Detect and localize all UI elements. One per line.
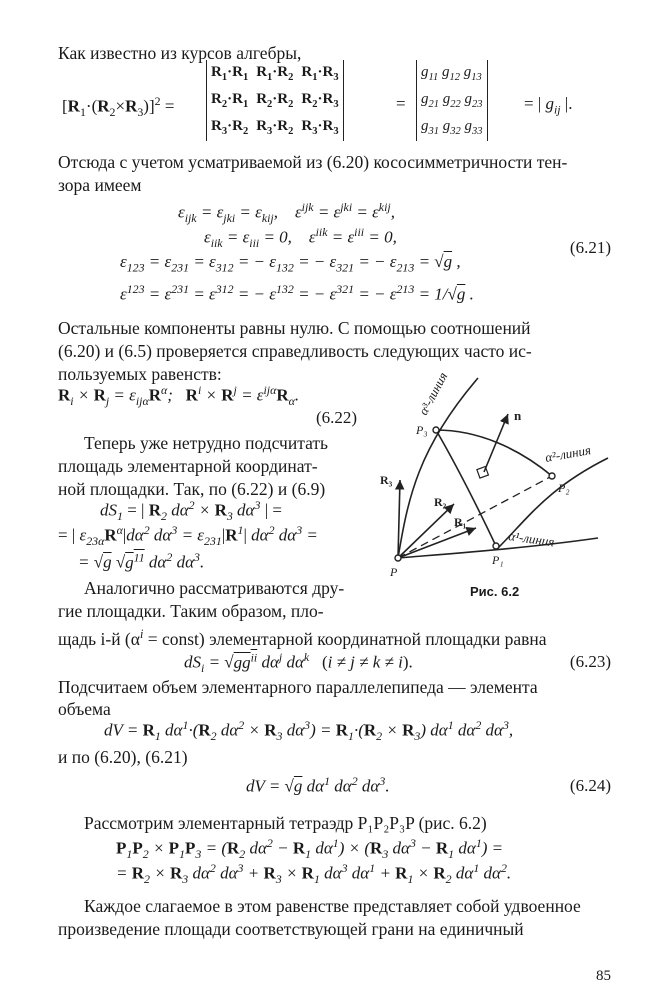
paragraph-similar-3: щадь i-й ($\alpha^i$ = const) элементарной координатной площадки равна	[58, 627, 547, 649]
paragraph-volume-2: объема	[58, 699, 111, 719]
paragraph-now-3: ной площадки. Так, по (6.22) и (6.9)	[58, 479, 326, 499]
paragraph-hence-2: зора имеем	[58, 175, 142, 195]
equation-number-6-24: (6.24)	[569, 776, 611, 795]
equation-dv: dV = $R_1$ $d\alpha^1\cdot(R_2$ $d\alpha^2 \times R_3$ $d\alpha^3) = R_1\cdot(R_2 \times R_3)$ $d\alpha^1$ $d\alpha^2$ $d\alpha^3$,	[104, 718, 514, 744]
equation-ds1-line3: = √g $√g^{11}$ $d\alpha^2$ $d\alpha^3$.	[78, 550, 205, 572]
paragraph-each-term-1: Каждое слагаемое в этом равенстве представляет собой удвоенное	[84, 896, 581, 916]
paragraph-remaining-line1: Остальные компоненты равны нулю. С помощью соотношений	[58, 318, 531, 338]
equals-sign: =	[396, 94, 406, 113]
point-p2	[549, 473, 555, 479]
equation-ds1-line1: $dS_1$ = | $R_2$ $d\alpha^2 \times R_3$ $d\alpha^3$ | =	[100, 498, 282, 524]
equation-6-21-line2: $\varepsilon_{iik} = \varepsilon_{iii} = 0$, $\varepsilon^{iik} = \varepsilon^{iii} = 0$,	[204, 225, 397, 251]
label-r2: R₂	[434, 495, 447, 509]
label-p2: P₂	[558, 481, 570, 495]
edge-p3-p2	[436, 430, 552, 476]
normal-base-square	[477, 467, 489, 479]
determinant-g: $g_{11}$ $g_{12}$ $g_{13}$ $g_{21}$ $g_{22}$ $g_{23}$ $g_{31}$ $g_{32}$ $g_{33}$	[416, 60, 488, 141]
equation-number-6-23: (6.23)	[569, 652, 611, 671]
equation-6-23: $dS_i = √gg^{ii}$ $d\alpha^j$ $d\alpha^k$ (i ≠ j ≠ k ≠ i).	[184, 650, 413, 676]
point-p1	[493, 543, 499, 549]
label-alpha2-line: α²-линия	[543, 442, 593, 465]
page-number: 85	[596, 968, 611, 984]
paragraph-remaining-line2: (6.20) и (6.5) проверяется справедливость следующих часто ис-	[58, 341, 532, 361]
label-alpha3-line: α³-линия	[415, 369, 451, 418]
label-alpha1-line: α¹-линия	[507, 528, 556, 550]
paragraph-intro: Как известно из курсов алгебры,	[58, 43, 302, 63]
paragraph-similar-1: Аналогично рассматриваются дру-	[84, 578, 345, 598]
paragraph-tetrahedron: Рассмотрим элементарный тетраэдр P₁P₂P₃P (рис. 6.2)	[84, 813, 487, 833]
label-r3: R₃	[380, 473, 393, 487]
paragraph-volume-1: Подсчитаем объем элементарного параллелепипеда — элемента	[58, 677, 538, 697]
label-p: P	[390, 565, 398, 579]
label-r1: R₁	[454, 515, 467, 529]
determinant-r: $R_1\cdot R_1$ $R_1\cdot R_2$ $R_1\cdot R_3$ $R_2\cdot R_1$ $R_2\cdot R_2$ $R_2\cdot R_3$ $R_3\cdot R_2$ $R_3\cdot R_2$ $R_3\cdot R_3$	[206, 60, 344, 141]
paragraph-now-1: Теперь уже нетрудно подсчитать	[84, 433, 329, 453]
equation-number-6-21: (6.21)	[569, 238, 611, 257]
label-n: n	[514, 408, 522, 423]
equation-6-21-line1: $\varepsilon_{ijk} = \varepsilon_{jki} = \varepsilon_{kij}$, $\varepsilon^{ijk} = \varepsilon^{jki} = \varepsilon^{kij}$,	[178, 200, 395, 226]
label-p1: P₁	[492, 553, 504, 567]
vector-n	[484, 414, 508, 472]
equation-6-24: dV = √g $d\alpha^1$ $d\alpha^2$ $d\alpha^3$.	[246, 774, 390, 796]
paragraph-and-by: и по (6.20), (6.21)	[58, 747, 188, 767]
point-p	[395, 555, 401, 561]
equation-6-21-line3: $\varepsilon_{123} = \varepsilon_{231} = \varepsilon_{312}$ = − $\varepsilon_{132}$ = − $\varepsilon_{321}$ = − $\varepsilon_{213} = √g$ ,	[120, 252, 461, 275]
equation-6-22: $R_i \times R_j = \varepsilon_{ij\alpha}R^\alpha$; $R^i \times R^j = \varepsilon^{ij\alpha}R_\alpha$.	[58, 383, 300, 409]
equation-number-6-22: (6.22)	[316, 408, 358, 427]
equation-det-g: = | $g_{ij}$ |.	[524, 94, 573, 117]
paragraph-now-2: площадь элементарной координат-	[58, 456, 318, 476]
paragraph-hence-1: Отсюда с учетом усматриваемой из (6.20) кососимметричности тен-	[58, 152, 568, 172]
equation-6-21-line4: $\varepsilon^{123} = \varepsilon^{231} = \varepsilon^{312}$ = − $\varepsilon^{132}$ = − $\varepsilon^{321}$ = − $\varepsilon^{213} = 1/√g$ .	[120, 282, 474, 304]
paragraph-each-term-2: произведение площади соответствующей грани на единичный	[58, 919, 524, 939]
figure-caption: Рис. 6.2	[470, 584, 520, 599]
paragraph-similar-2: гие площадки. Таким образом, пло-	[58, 601, 324, 621]
label-p3: P₃	[416, 423, 428, 437]
equation-tetra-line2: = $R_2 \times R_3$ $d\alpha^2$ $d\alpha^3 + R_3 \times R_1$ $d\alpha^3$ $d\alpha^1 + R_1 \times R_2$ $d\alpha^1$ $d\alpha^2$.	[116, 861, 512, 887]
equation-ds1-line2: = | $\varepsilon_{23\alpha}R^\alpha|d\alpha^2$ $d\alpha^3 = \varepsilon_{231}|R^1|$ $d\alpha^2$ $d\alpha^3$ =	[58, 523, 318, 549]
equation-tetra-line1: $P_1P_2 \times P_1P_3 = (R_2$ $d\alpha^2 - R_1$ $d\alpha^1) \times (R_3$ $d\alpha^3 - R_1$ $d\alpha^1$) =	[116, 836, 504, 862]
point-p3	[433, 427, 439, 433]
paragraph-remaining-line3: пользуемых равенств:	[58, 364, 222, 384]
vector-r1	[398, 528, 476, 558]
equation-mixed-product: $[R_1\cdot(R_2\times R_3)]^2$ =	[62, 94, 175, 120]
figure-6-2	[368, 368, 618, 598]
